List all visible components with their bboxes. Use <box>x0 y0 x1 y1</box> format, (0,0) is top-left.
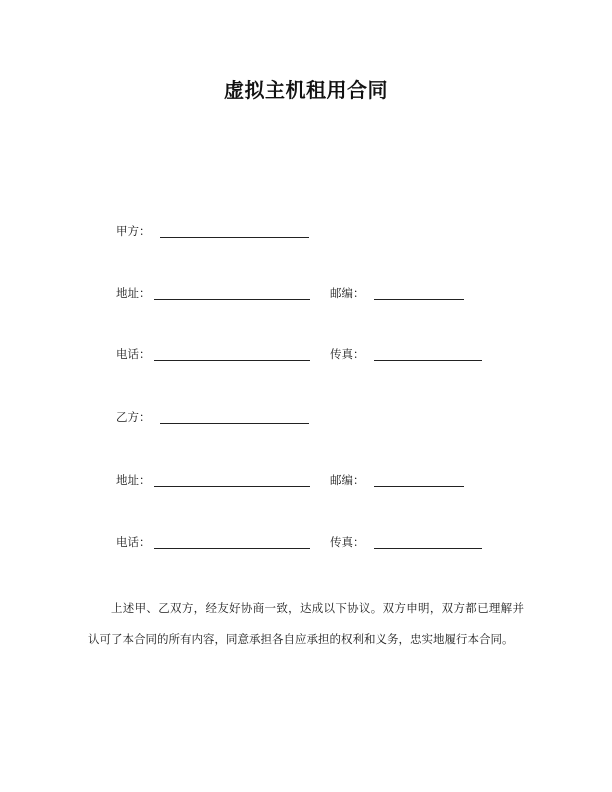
party-b-address-label: 地址： <box>116 473 151 487</box>
party-a-postcode-label: 邮编： <box>330 286 365 300</box>
party-b-fax-field <box>330 535 482 549</box>
party-b-phone-field <box>116 535 310 549</box>
party-a-address-label: 地址： <box>116 286 151 300</box>
party-b-name-blank <box>160 411 309 424</box>
party-b-postcode-field <box>330 473 464 487</box>
party-a-postcode-blank <box>374 287 464 300</box>
preamble-text: 上述甲、乙双方，经友好协商一致，达成以下协议。双方申明，双方都已理解并认可了本合同的所有内容，同意承担各自应承担的权利和义务，忠实地履行本合同。 <box>88 601 524 646</box>
party-b-postcode-blank <box>374 474 464 487</box>
party-a-name-blank <box>160 225 309 238</box>
party-a-fax-label: 传真： <box>330 347 365 361</box>
party-b-phone-label: 电话： <box>116 535 151 549</box>
party-b-name-label: 乙方： <box>116 410 151 424</box>
preamble-paragraph <box>88 593 524 655</box>
party-b-address-field <box>116 473 310 487</box>
party-a-phone-blank <box>154 348 310 361</box>
party-b-phone-blank <box>154 536 310 549</box>
party-b-postcode-label: 邮编： <box>330 473 365 487</box>
party-a-name-field <box>116 224 309 238</box>
party-b-name-field <box>116 410 309 424</box>
party-a-address-field <box>116 286 310 300</box>
party-b-fax-blank <box>374 536 482 549</box>
party-a-name-label: 甲方： <box>116 224 151 238</box>
party-b-address-blank <box>154 474 310 487</box>
contract-title: 虚拟主机租用合同 <box>224 78 388 102</box>
party-a-postcode-field <box>330 286 464 300</box>
party-a-fax-blank <box>374 348 482 361</box>
party-a-phone-label: 电话： <box>116 347 151 361</box>
party-a-phone-field <box>116 347 310 361</box>
party-a-address-blank <box>154 287 310 300</box>
party-a-fax-field <box>330 347 482 361</box>
party-b-fax-label: 传真： <box>330 535 365 549</box>
